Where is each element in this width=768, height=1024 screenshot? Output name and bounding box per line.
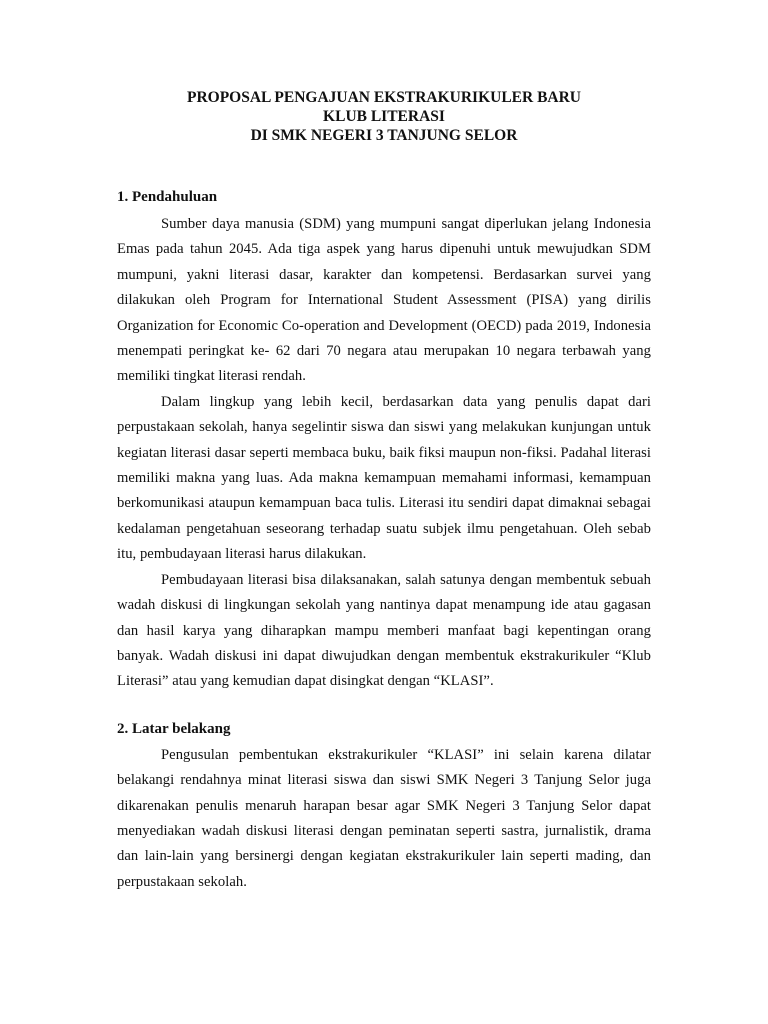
paragraph: Pembudayaan literasi bisa dilaksanakan, salah satunya dengan membentuk sebuah wadah diskusi di lingkungan sekolah yang nantinya dapat menampung ide atau gagasan dan hasil karya yang diharapkan mampu memberi manfaat bagi kepentingan orang banyak. Wadah diskusi ini dapat diwujudkan dengan membentuk ekstrakurikuler “Klub Literasi” atau yang kemudian dapat disingkat dengan “KLASI”. bbox=[117, 571, 651, 690]
title-line-1: PROPOSAL PENGAJUAN EKSTRAKURIKULER BARU bbox=[186, 89, 581, 106]
section-heading-latar-belakang: 2. Latar belakang bbox=[117, 720, 231, 737]
paragraph: Dalam lingkup yang lebih kecil, berdasarkan data yang penulis dapat dari perpustakaan sekolah, hanya segelintir siswa dan siswi yang melakukan kunjungan untuk kegiatan literasi dasar seperti membaca buku, baik fiksi maupun non-fiksi. Padahal literasi memiliki makna yang luas. Ada makna kemampuan memahami informasi, kemampuan berkomunikasi ataupun kemampuan baca tulis. Literasi itu sendiri dapat dimaknai sebagai kedalaman pengetahuan seseorang terhadap suatu subjek ilmu pengetahuan. Oleh sebab itu, pembudayaan literasi harus dilakukan. bbox=[117, 393, 651, 563]
title-line-2: KLUB LITERASI bbox=[323, 108, 445, 125]
document-page bbox=[117, 88, 651, 895]
paragraph: Pengusulan pembentukan ekstrakurikuler “KLASI” ini selain karena dilatar belakangi rendahnya minat literasi siswa dan siswi SMK Negeri 3 Tanjung Selor juga dikarenakan penulis menaruh harapan besar agar SMK Negeri 3 Tanjung Selor dapat menyediakan wadah diskusi literasi dengan peminatan seperti sastra, jurnalistik, drama dan lain-lain yang bersinergi dengan kegiatan ekstrakurikuler lain seperti mading, dan perpustakaan sekolah. bbox=[117, 746, 651, 890]
paragraph: Sumber daya manusia (SDM) yang mumpuni sangat diperlukan jelang Indonesia Emas pada tahun 2045. Ada tiga aspek yang harus dipenuhi untuk mewujudkan SDM mumpuni, yakni literasi dasar, karakter dan kompetensi. Berdasarkan survei yang dilakukan oleh Program for International Student Assessment (PISA) yang dirilis Organization for Economic Co-operation and Development (OECD) pada 2019, Indonesia menempati peringkat ke- 62 dari 70 negara atau merupakan 10 negara terbawah yang memiliki tingkat literasi rendah. bbox=[117, 216, 651, 385]
section-heading-pendahuluan: 1. Pendahuluan bbox=[117, 189, 218, 205]
document-title bbox=[117, 88, 651, 145]
section-latar-belakang bbox=[117, 719, 651, 895]
section-pendahuluan bbox=[117, 187, 651, 695]
title-line-3: DI SMK NEGERI 3 TANJUNG SELOR bbox=[250, 127, 518, 144]
